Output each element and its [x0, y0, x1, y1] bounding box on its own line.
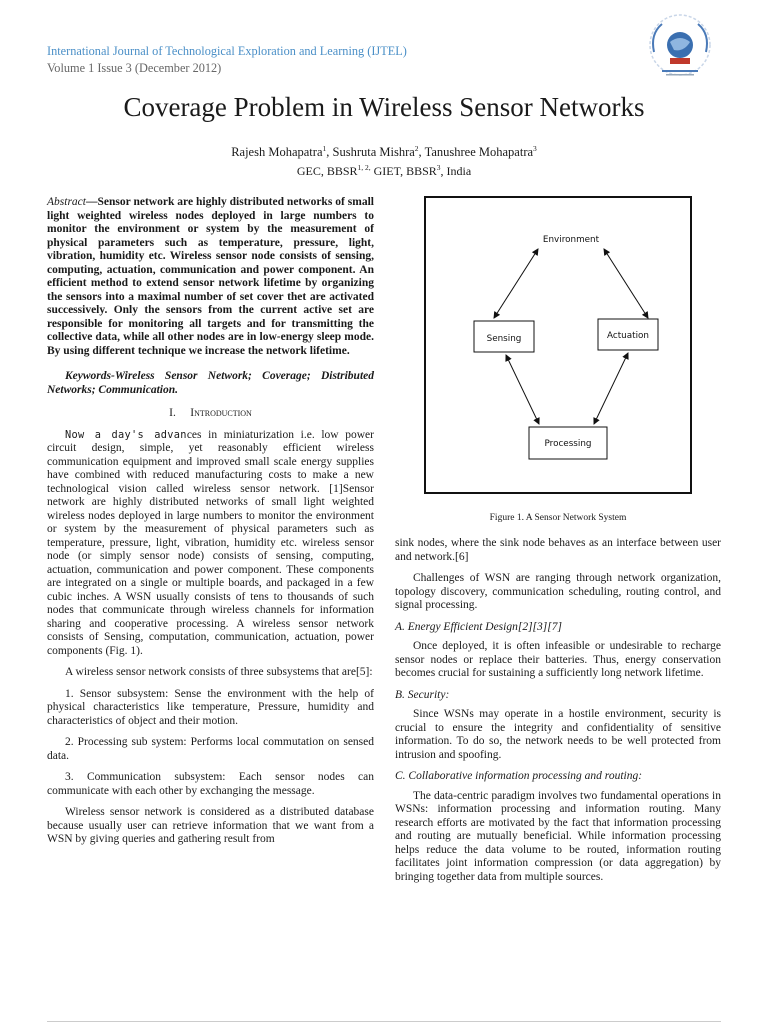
author-name: , Sushruta Mishra: [326, 145, 415, 159]
intro-text: ces in miniaturization i.e. low power circuit design, simple, yet reasonably efficient wireless communication equipment and improved small scale energy supplies have combined with reduced manufacturing costs to make a new technological vision called wireless sensor network. [1]Sensor network are highly distributed networks of small light weighted wireless nodes deployed in large numbers to monitor the environment or system by the measurement of physical parameters such as temperature, pressure, light, vibration, humidity etc. wireless sensor node (or simply sensor node) consists of sensing, computing, actuation, communication and power component. These components are integrated on a single or multiple boards, and packaged in a few cubic inches. A WSN usually consists of tens to thousands of such nodes that communicate through wireless channels for information sharing and cooperative processing. A wireless sensor network consists of Sensing, computation, communication, actuation, power components (Fig. 1).: [47, 428, 374, 657]
node-processing: Processing: [544, 439, 592, 449]
left-column: [47, 196, 374, 855]
paragraph: Wireless sensor network is considered as a distributed database because usually user can retrieve information that we want from a WSN by giving queries and gathering result from: [47, 806, 374, 845]
node-sensing: Sensing: [486, 334, 522, 344]
affiliation-superscript: 3: [436, 163, 441, 172]
section-number: I.: [169, 407, 176, 419]
sensor-network-diagram: [426, 198, 690, 492]
abstract: [47, 196, 374, 358]
arrow-sensing-processing: [506, 355, 539, 424]
affiliation-line: [0, 164, 768, 179]
paper-title: Coverage Problem in Wireless Sensor Networks: [123, 92, 645, 122]
figure-caption: Figure 1. A Sensor Network System: [489, 513, 627, 523]
affiliation-part: , India: [440, 164, 472, 178]
paragraph: sink nodes, where the sink node behaves as an interface between user and network.[6]: [395, 537, 721, 563]
paragraph: Challenges of WSN are ranging through network organization, topology discovery, communication scheduling, routing control, and signal processing.: [395, 572, 721, 611]
keywords: Keywords-Wireless Sensor Network; Coverage; Distributed Networks; Communication.: [47, 370, 374, 396]
paragraph: Since WSNs may operate in a hostile environment, security is crucial to ensure the integrity and confidentiality of sensitive information. To do so, the network needs to be well protected from intrusion and spoofing.: [395, 708, 721, 761]
arrow-environment-actuation: [604, 249, 648, 318]
subsection-heading-a: A. Energy Efficient Design[2][3][7]: [395, 620, 562, 633]
right-column: [395, 537, 721, 892]
affiliation-part: GEC, BBSR: [296, 164, 358, 178]
abstract-label: Abstract: [47, 196, 86, 208]
intro-paragraph: [47, 429, 374, 659]
node-actuation: Actuation: [607, 331, 649, 341]
journal-logo-icon: [640, 12, 720, 84]
author-name: , Tanushree Mohapatra: [418, 145, 534, 159]
paragraph: The data-centric paradigm involves two fundamental operations in WSNs: information processing and information routing. Many research efforts are motivated by the fact that information processing and routing are mutually beneficial. While information processing helps reduce the data volume to be routed, information routing facilitates joint information compression (or data aggregation) by bringing together data from multiple sources.: [395, 789, 721, 883]
arrow-actuation-processing: [594, 353, 628, 424]
author-line: [0, 145, 768, 160]
journal-volume: Volume 1 Issue 3 (December 2012): [47, 61, 222, 75]
section-heading-introduction: [47, 407, 374, 421]
paragraph: 1. Sensor subsystem: Sense the environment with the help of physical characteristics like temperature, Pressure, humidity and characteristics of object and their motion.: [47, 687, 374, 727]
paragraph: 2. Processing sub system: Performs local commutation on sensed data.: [47, 736, 374, 762]
affiliation-part: GIET, BBSR: [370, 164, 437, 178]
paragraph: A wireless sensor network consists of three subsystems that are[5]:: [65, 666, 373, 678]
subsection-heading-c: C. Collaborative information processing and routing:: [395, 770, 643, 782]
journal-name: International Journal of Technological Exploration and Learning (IJTEL): [47, 44, 407, 58]
intro-lead-words: Now a day's advan: [65, 428, 187, 441]
author-superscript: 1: [322, 143, 327, 153]
author-name: Rajesh Mohapatra: [231, 145, 323, 159]
subsection-heading-b: B. Security:: [395, 688, 450, 701]
author-superscript: 2: [414, 143, 419, 153]
paragraph: Once deployed, it is often infeasible or undesirable to recharge sensor nodes or replace their batteries. Thus, energy conservation becomes crucial for sustaining a sufficiently long network lifetime.: [395, 640, 721, 679]
arrow-environment-sensing: [494, 249, 538, 318]
node-environment: Environment: [542, 235, 600, 245]
abstract-dash: —: [85, 196, 98, 208]
author-superscript: 3: [533, 143, 537, 153]
abstract-text: Sensor network are highly distributed networks of small light weighted wireless nodes deployed in large numbers to monitor the environment or system by the measurement of physical parameters such as temperature, pressure, light, vibration, humidity etc. Wireless sensor node consists of sensing, computing, actuation, communication and power component. An efficient method to extend sensor network lifetime by organizing the sensors into a maximal number of set cover thet are activated successively. Only the sensors from the current active set are responsible for monitoring all targets and for transmitting the collective data, while all other nodes are in low-energy sleep mode. By using different technique we increase the network lifetime.: [47, 196, 374, 357]
figure-1: [424, 196, 692, 494]
section-title: Introduction: [190, 407, 252, 419]
paragraph: 3. Communication subsystem: Each sensor nodes can communicate with each other by exchanging the message.: [47, 771, 374, 797]
affiliation-superscript: 1, 2,: [357, 163, 371, 172]
footer-divider: [47, 1021, 721, 1022]
